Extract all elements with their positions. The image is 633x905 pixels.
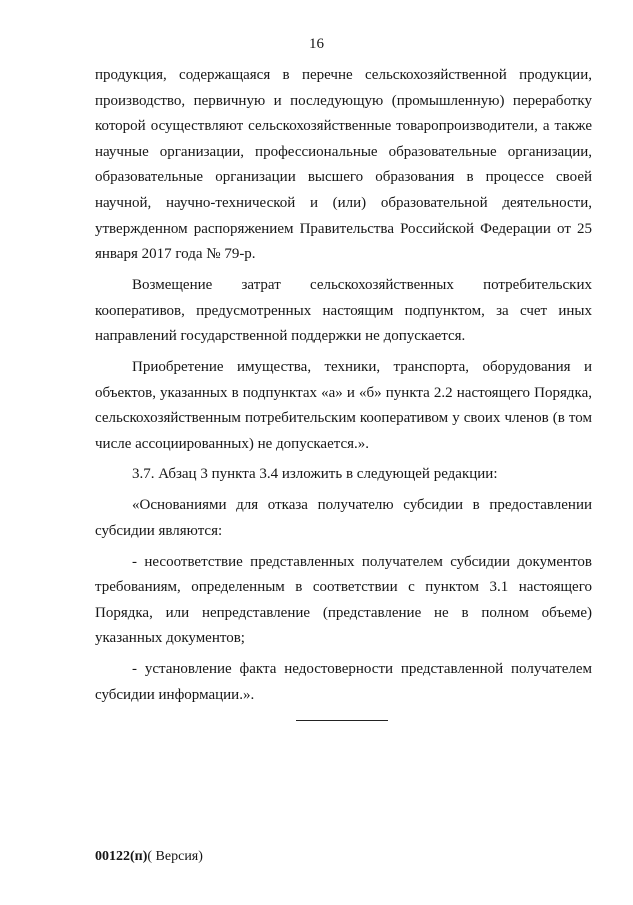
- paragraph-nonconformity-item: - несоответствие представленных получателем субсидии документов требованиям, определенным в соответствии с пунктом 3.1 настоящего Порядка, или непредставление (представление не в полном объеме) указанных документов;: [95, 553, 592, 647]
- paragraph-amendment-3-7: 3.7. Абзац 3 пункта 3.4 изложить в следующей редакции:: [132, 466, 498, 483]
- paragraph-cost-reimbursement: Возмещение затрат сельскохозяйственных потребительских кооперативов, предусмотренных настоящим подпунктом, за счет иных направлений государственной поддержки не допускается.: [95, 276, 592, 345]
- end-divider: [296, 720, 388, 721]
- footer-version: ( Версия): [147, 849, 203, 864]
- paragraph-property-acquisition: Приобретение имущества, техники, транспорта, оборудования и объектов, указанных в подпунктах «а» и «б» пункта 2.2 настоящего Порядка, сельскохозяйственным потребительским кооперативом у своих членов (в том числе ассоциированных) не допускается.».: [95, 358, 592, 452]
- page-number: 16: [309, 36, 324, 52]
- paragraph-product-list: продукция, содержащаяся в перечне сельскохозяйственной продукции, производство, первичную и последующую (промышленную) переработку которой осуществляют сельскохозяйственные товаропроизводители, а также научные организации, профессиональные образовательные организации, образовательные организации высшего образования в процессе своей научной, научно-технической и (или) образовательной деятельности, утвержденном распоряжением Правительства Российской Федерации от 25 января 2017 года № 79-р.: [95, 67, 592, 263]
- document-footer: [95, 849, 203, 865]
- paragraph-refusal-grounds: «Основаниями для отказа получателю субсидии в предоставлении субсидии являются:: [95, 497, 592, 539]
- document-body: [95, 63, 592, 714]
- paragraph-false-information-item: - установление факта недостоверности представленной получателем субсидии информации.».: [95, 661, 592, 703]
- footer-document-code: 00122(п): [95, 849, 148, 864]
